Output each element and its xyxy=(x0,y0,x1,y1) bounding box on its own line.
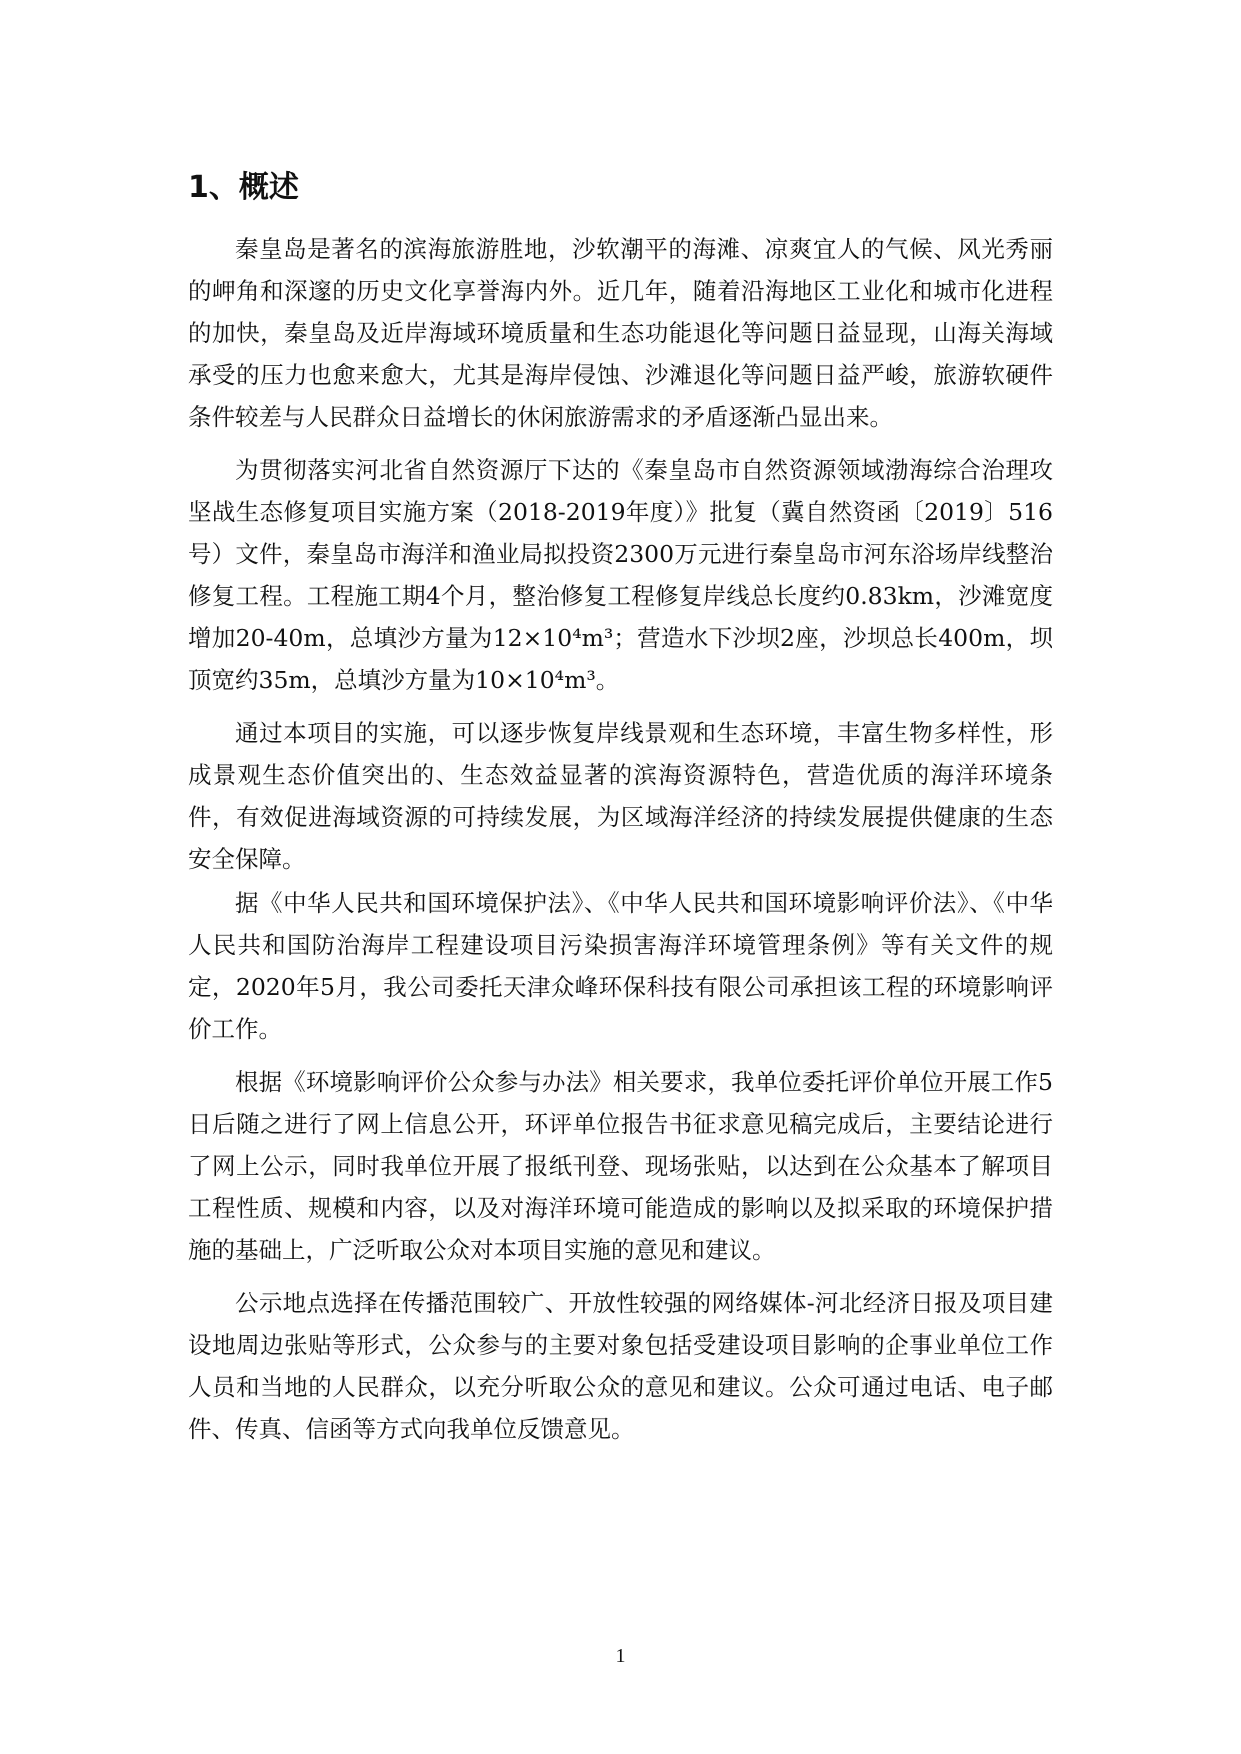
paragraph-legal-basis: 据《中华人民共和国环境保护法》、《中华人民共和国环境影响评价法》、《中华人民共和国防治海岸工程建设项目污染损害海洋环境管理条例》等有关文件的规定，2020年5月，我公司委托天津众峰环保科技有限公司承担该工程的环境影响评价工作。 xyxy=(188,889,1053,1043)
document-body xyxy=(188,168,1053,1461)
section-heading: 1、概述 xyxy=(188,170,299,205)
paragraph-overview: 秦皇岛是著名的滨海旅游胜地，沙软潮平的海滩、凉爽宜人的气候、风光秀丽的岬角和深邃的历史文化享誉海内外。近几年，随着沿海地区工业化和城市化进程的加快，秦皇岛及近岸海域环境质量和生态功能退化等问题日益显现，山海关海域承受的压力也愈来愈大，尤其是海岸侵蚀、沙滩退化等问题日益严峻，旅游软硬件条件较差与人民群众日益增长的休闲旅游需求的矛盾逐渐凸显出来。 xyxy=(188,235,1053,431)
paragraph-publicity-location: 公示地点选择在传播范围较广、开放性较强的网络媒体-河北经济日报及项目建设地周边张贴等形式，公众参与的主要对象包括受建设项目影响的企事业单位工作人员和当地的人民群众，以充分听取公众的意见和建议。公众可通过电话、电子邮件、传真、信函等方式向我单位反馈意见。 xyxy=(188,1289,1053,1443)
paragraph-project-basis: 为贯彻落实河北省自然资源厅下达的《秦皇岛市自然资源领域渤海综合治理攻坚战生态修复项目实施方案（2018-2019年度）》批复（冀自然资函〔2019〕516号）文件，秦皇岛市海洋和渔业局拟投资2300万元进行秦皇岛市河东浴场岸线整治修复工程。工程施工期4个月，整治修复工程修复岸线总长度约0.83km，沙滩宽度增加20-40m，总填沙方量为12×10⁴m³；营造水下沙坝2座，沙坝总长400m，坝顶宽约35m，总填沙方量为10×10⁴m³。 xyxy=(188,456,1053,694)
paragraph-project-benefits: 通过本项目的实施，可以逐步恢复岸线景观和生态环境，丰富生物多样性，形成景观生态价值突出的、生态效益显著的滨海资源特色，营造优质的海洋环境条件，有效促进海域资源的可持续发展，为区域海洋经济的持续发展提供健康的生态安全保障。 xyxy=(188,719,1053,873)
page-number: 1 xyxy=(615,1645,626,1667)
paragraph-public-participation: 根据《环境影响评价公众参与办法》相关要求，我单位委托评价单位开展工作5日后随之进行了网上信息公开，环评单位报告书征求意见稿完成后，主要结论进行了网上公示，同时我单位开展了报纸刊登、现场张贴，以达到在公众基本了解项目工程性质、规模和内容，以及对海洋环境可能造成的影响以及拟采取的环境保护措施的基础上，广泛听取公众对本项目实施的意见和建议。 xyxy=(188,1068,1053,1264)
